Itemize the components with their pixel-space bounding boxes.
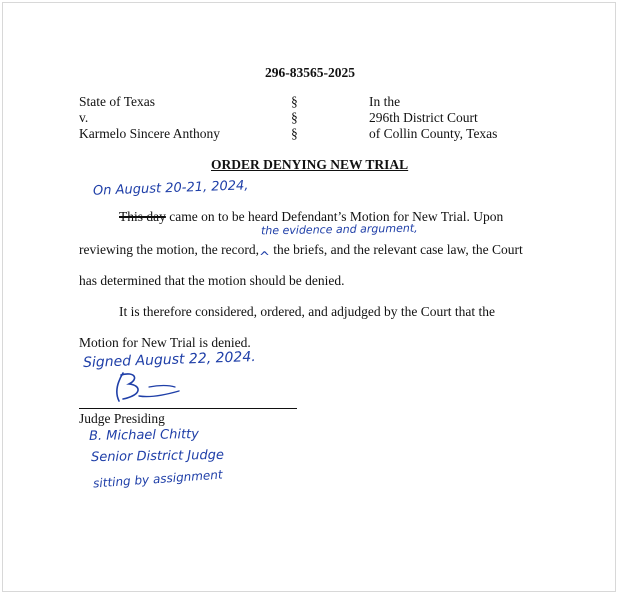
para1-line1 [119, 210, 503, 224]
section-symbol-3: § [291, 126, 298, 141]
handwritten-judge-title: Senior District Judge [90, 447, 225, 466]
caption-right-line-3: of Collin County, Texas [369, 126, 498, 141]
handwritten-date-insert: On August 20-21, 2024, [92, 178, 249, 199]
insertion-caret: ^ [258, 250, 270, 265]
order-title: ORDER DENYING NEW TRIAL [211, 157, 409, 172]
para1-line2-text-a: reviewing the motion, the record, [79, 242, 259, 257]
signature-line [79, 408, 297, 409]
caption-left-line-3: Karmelo Sincere Anthony [79, 126, 220, 141]
para1-line2 [79, 242, 523, 265]
handwritten-assignment-note: sitting by assignment [92, 467, 224, 491]
caption-left-line-1: State of Texas [79, 94, 156, 109]
struck-text: This day [119, 209, 166, 224]
case-number: 296-83565-2025 [265, 65, 355, 80]
handwritten-signed-date: Signed August 22, 2024. [82, 348, 256, 372]
para2-line1: It is therefore considered, ordered, and adjudged by the Court that the [119, 304, 495, 319]
handwritten-judge-name: B. Michael Chitty [88, 427, 200, 444]
section-symbol-2: § [291, 110, 298, 125]
para1-line3: has determined that the motion should be denied. [79, 273, 345, 288]
order-page [2, 2, 616, 592]
para2-line2: Motion for New Trial is denied. [79, 335, 251, 350]
judge-presiding-label: Judge Presiding [79, 411, 165, 426]
para1-line2-text-b: the briefs, and the relevant case law, the Court [273, 242, 523, 257]
caption-right-line-1: In the [369, 94, 401, 109]
judge-signature [109, 369, 189, 405]
caption-right-line-2: 296th District Court [369, 110, 478, 125]
handwritten-evidence-insert: the evidence and argument, [260, 221, 418, 238]
para1-line1-text: came on to be heard Defendant’s Motion for New Trial. Upon [169, 209, 504, 224]
section-symbol-1: § [291, 94, 298, 109]
caption-left-line-2: v. [79, 110, 89, 125]
